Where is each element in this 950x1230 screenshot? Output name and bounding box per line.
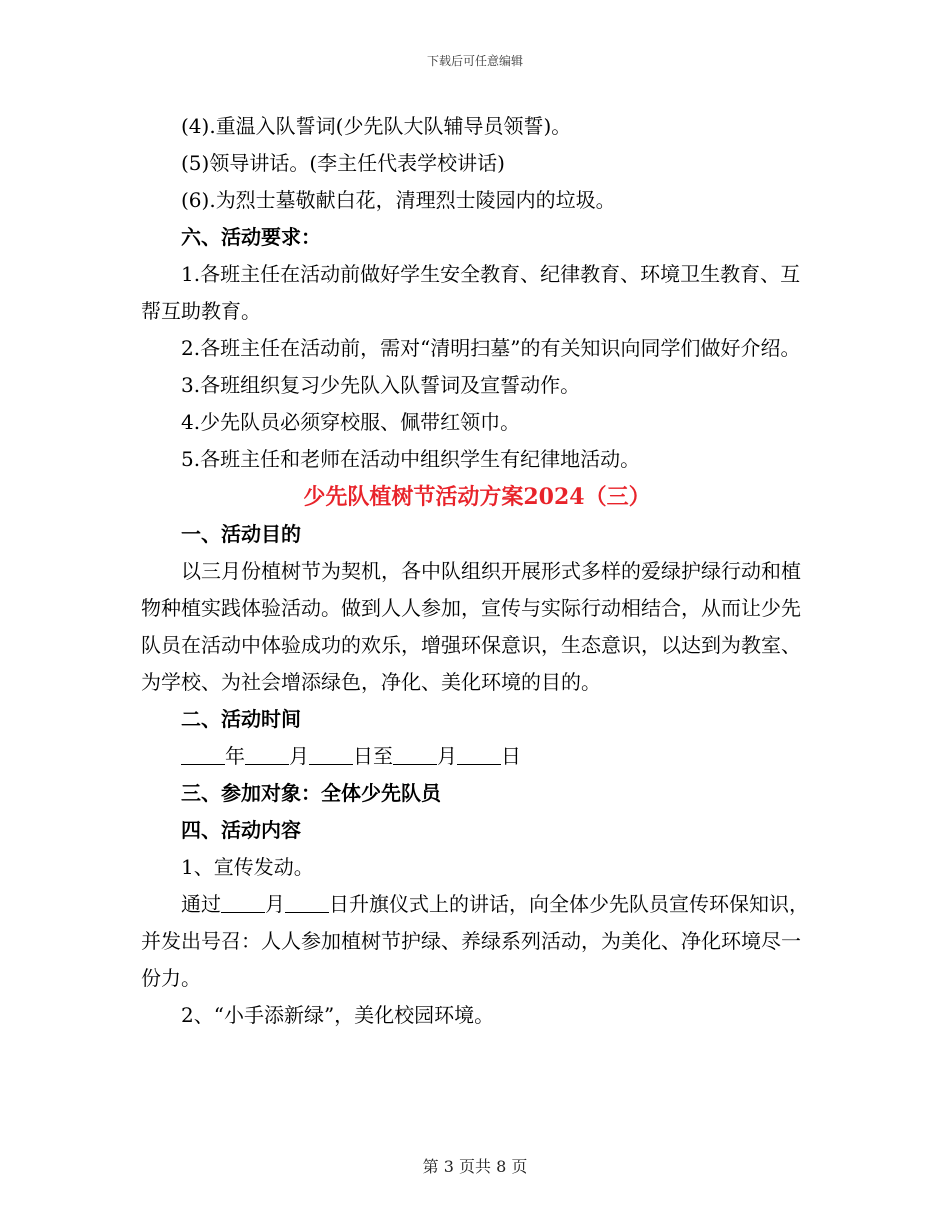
page-footer: 第 3 页共 8 页 xyxy=(422,1157,528,1176)
content-item-2: 2、“小手添新绿”，美化校园环境。 xyxy=(181,1003,495,1027)
promo-month-label: 月 xyxy=(265,892,285,916)
heading-time: 二、活动时间 xyxy=(181,707,301,731)
paragraph-flowers: (6).为烈士墓敬献白花，清理烈士陵园内的垃圾。 xyxy=(181,188,616,212)
paragraph-promotion xyxy=(141,886,813,997)
requirement-item: 5.各班主任和老师在活动中组织学生有纪律地活动。 xyxy=(181,447,641,471)
paragraph-purpose: 以三月份植树节为契机，各中队组织开展形式多样的爱绿护绿行动和植物种植实践体验活动。做到人人参加，宣传与实际行动相结合，从而让少先队员在活动中体验成功的欢乐，增强环保意识，生态意识，以达到为教室、为学校、为社会增添绿色，净化、美化环境的目的。 xyxy=(141,559,801,694)
blank-line xyxy=(245,746,289,765)
time-month-label: 月 xyxy=(289,744,309,768)
heading-target: 三、参加对象：全体少先队员 xyxy=(181,781,441,805)
time-fill-line xyxy=(141,738,813,775)
requirement-item: 2.各班主任在活动前，需对“清明扫墓”的有关知识向同学们做好介绍。 xyxy=(181,336,801,360)
blank-line xyxy=(285,894,329,913)
paragraph-leader-speech: (5)领导讲话。(李主任代表学校讲话) xyxy=(181,151,505,175)
heading-requirements: 六、活动要求： xyxy=(181,225,321,249)
page-header: 下载后可任意编辑 xyxy=(426,54,523,68)
content-item-1: 1、宣传发动。 xyxy=(181,855,314,879)
time-day-label: 日 xyxy=(501,744,521,768)
time-month-label: 月 xyxy=(437,744,457,768)
paragraph-swear: (4).重温入队誓词(少先队大队辅导员领誓)。 xyxy=(181,114,572,138)
heading-content: 四、活动内容 xyxy=(181,818,301,842)
section-title: 少先队植树节活动方案2024（三） xyxy=(303,484,651,510)
requirement-item: 3.各班组织复习少先队入队誓词及宣誓动作。 xyxy=(181,373,581,397)
blank-line xyxy=(457,746,501,765)
blank-line xyxy=(309,746,353,765)
requirement-item: 1.各班主任在活动前做好学生安全教育、纪律教育、环境卫生教育、互帮互助教育。 xyxy=(141,262,801,323)
time-year-label: 年 xyxy=(225,744,245,768)
document-body xyxy=(141,108,813,1034)
time-day-to-label: 日至 xyxy=(353,744,393,768)
blank-line xyxy=(393,746,437,765)
blank-line xyxy=(181,746,225,765)
promo-rest: 日升旗仪式上的讲话，向全体少先队员宣传环保知识，并发出号召：人人参加植树节护绿、养绿系列活动，为美化、净化环境尽一份力。 xyxy=(141,892,809,990)
heading-purpose: 一、活动目的 xyxy=(181,522,301,546)
blank-line xyxy=(221,894,265,913)
promo-prefix: 通过 xyxy=(181,892,221,916)
requirement-item: 4.少先队员必须穿校服、佩带红领巾。 xyxy=(181,410,521,434)
